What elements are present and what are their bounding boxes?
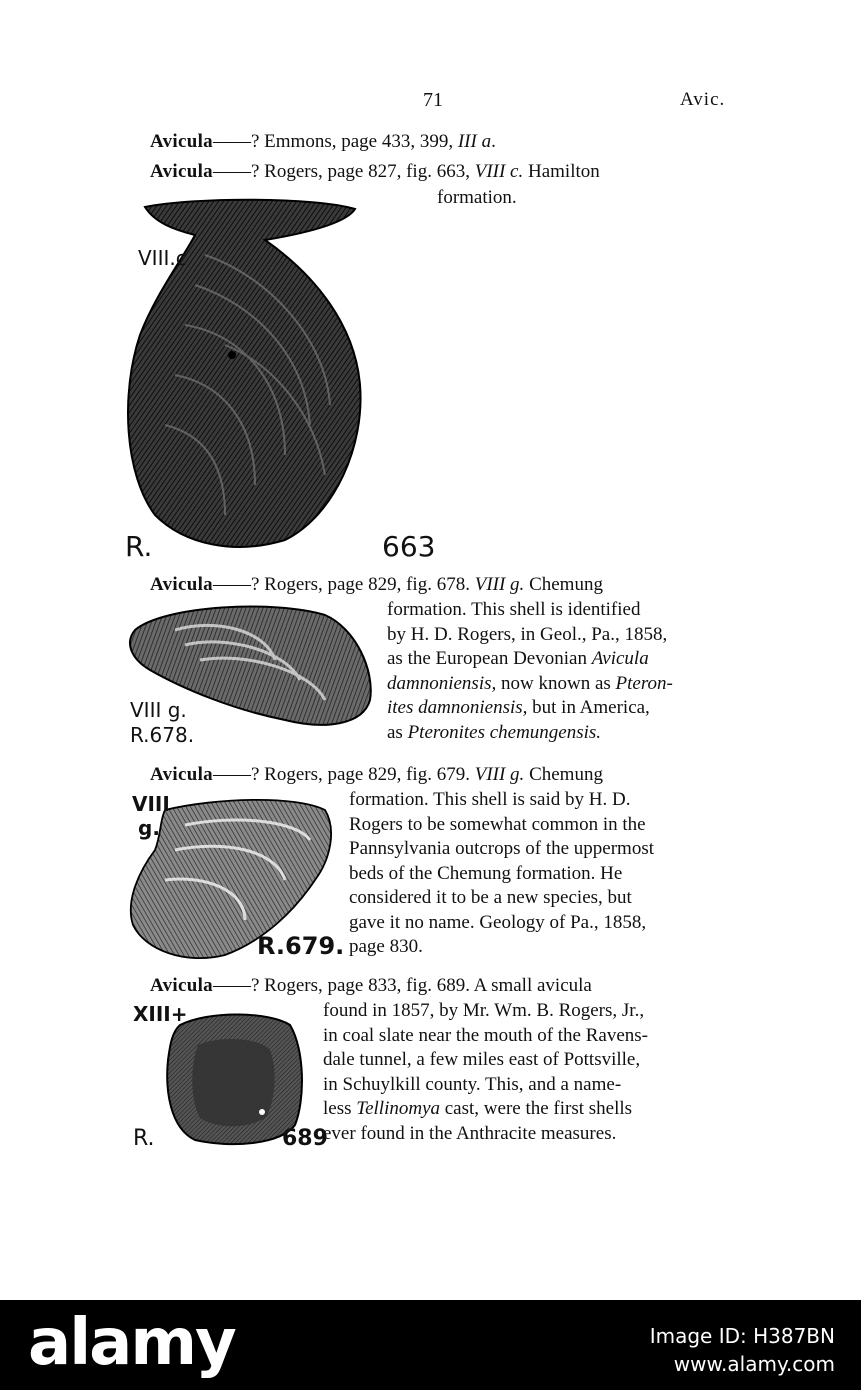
watermark-footer — [0, 1300, 861, 1390]
entry-fig689-body — [323, 999, 648, 1146]
genus-name: Avicula — [150, 131, 213, 152]
source-url: www.alamy.com — [673, 1352, 835, 1376]
formation-name: Chemung — [524, 574, 603, 595]
body-line: Pannsylvania outcrops of the uppermost — [349, 838, 655, 859]
fig679-label-b: g. — [138, 816, 160, 840]
dash: ——? — [212, 574, 260, 595]
entry-fig663 — [150, 160, 735, 185]
dash: ——? — [212, 975, 260, 996]
body-line: found in 1857, by Mr. Wm. B. Rogers, Jr., — [323, 1000, 645, 1021]
body-line: formation. This shell is identified — [387, 599, 641, 620]
genus-name: Avicula — [150, 975, 213, 996]
body-line: by H. D. Rogers, in Geol., Pa., 1858, — [387, 623, 668, 645]
text-run: as the European Devonian — [387, 648, 592, 669]
body-line: considered it to be a new species, but — [349, 887, 632, 908]
entry-fig679 — [150, 763, 735, 788]
body-line: in coal slate near the mouth of the Ravens- — [323, 1024, 649, 1046]
body-line: dale tunnel, a few miles east of Pottsville, — [323, 1049, 641, 1070]
species-name: Avicula — [591, 648, 649, 669]
formation-code: VIII c. — [474, 161, 524, 182]
body-line: page 830. — [349, 936, 423, 957]
entry-emmons — [150, 130, 735, 155]
fig663-number: 663 — [382, 530, 436, 563]
species-name: Tellinomya — [356, 1098, 440, 1119]
entry-fig678 — [150, 573, 735, 598]
entry-fig689 — [150, 974, 735, 999]
body-line: ever found in the Anthracite measures. — [323, 1122, 617, 1144]
species-name: Pteron- — [615, 672, 673, 694]
citation: Rogers, page 833, fig. 689. A small avicula — [259, 975, 592, 996]
body-line: gave it no name. Geology of Pa., 1858, — [349, 911, 647, 933]
fig663-label-top: VIII.c — [138, 246, 187, 270]
body-line: beds of the Chemung formation. He — [349, 862, 623, 884]
text-run: cast, were the first shells — [440, 1098, 633, 1119]
brand-logo: alamy — [28, 1306, 235, 1380]
genus-name: Avicula — [150, 574, 213, 595]
citation: Emmons, page 433, 399, — [259, 131, 458, 152]
entry-fig678-body — [387, 598, 673, 745]
text-run: now known as — [496, 672, 616, 694]
body-line — [387, 696, 673, 721]
formation-code: VIII g. — [474, 574, 525, 595]
body-line — [323, 1097, 648, 1122]
fig689-label-a: XIII+ — [133, 1002, 188, 1026]
image-id: Image ID: H387BN — [649, 1324, 835, 1348]
citation: Rogers, page 827, fig. 663, — [259, 161, 475, 182]
fig678-label-b: R.678. — [130, 723, 195, 747]
dash: ——? — [212, 764, 260, 785]
genus-name: Avicula — [150, 764, 213, 785]
genus-name: Avicula — [150, 161, 213, 182]
fig689-label-left: R. — [133, 1126, 155, 1151]
text-run: as — [387, 721, 408, 743]
species-name: Pteronites chemungensis. — [407, 721, 602, 743]
text-run: less — [323, 1098, 357, 1119]
fig689-number: 689 — [282, 1126, 328, 1151]
formation-code: III a — [457, 131, 492, 152]
fig663-label-left: R. — [125, 530, 153, 563]
body-line: in Schuylkill county. This, and a name- — [323, 1073, 622, 1095]
formation-name: Chemung — [524, 764, 603, 785]
body-line: Rogers to be somewhat common in the — [349, 813, 646, 835]
dash: ——? — [212, 161, 260, 182]
species-name: damnoniensis, — [387, 672, 497, 694]
fig678-label-a: VIII g. — [130, 698, 187, 722]
body-line: formation. This shell is said by H. D. — [349, 789, 631, 810]
punct: . — [491, 131, 496, 152]
fig679-label-a: VIII — [132, 792, 170, 816]
entry-fig663-line2: formation. — [437, 187, 517, 208]
page-number: 71 — [423, 89, 443, 111]
citation: Rogers, page 829, fig. 678. — [259, 574, 475, 595]
running-head: Avic. — [680, 89, 726, 110]
body-line — [387, 721, 673, 746]
fig679-number: R.679. — [257, 932, 345, 960]
species-name: ites damnoniensis, — [387, 697, 528, 718]
citation: Rogers, page 829, fig. 679. — [259, 764, 475, 785]
formation-code: VIII g. — [474, 764, 525, 785]
body-line — [387, 647, 673, 672]
body-line — [387, 672, 673, 697]
dash: ——? — [212, 131, 260, 152]
text-run: but in America, — [527, 697, 650, 718]
formation-name: Hamilton — [523, 161, 600, 182]
entry-fig679-body — [349, 788, 654, 960]
